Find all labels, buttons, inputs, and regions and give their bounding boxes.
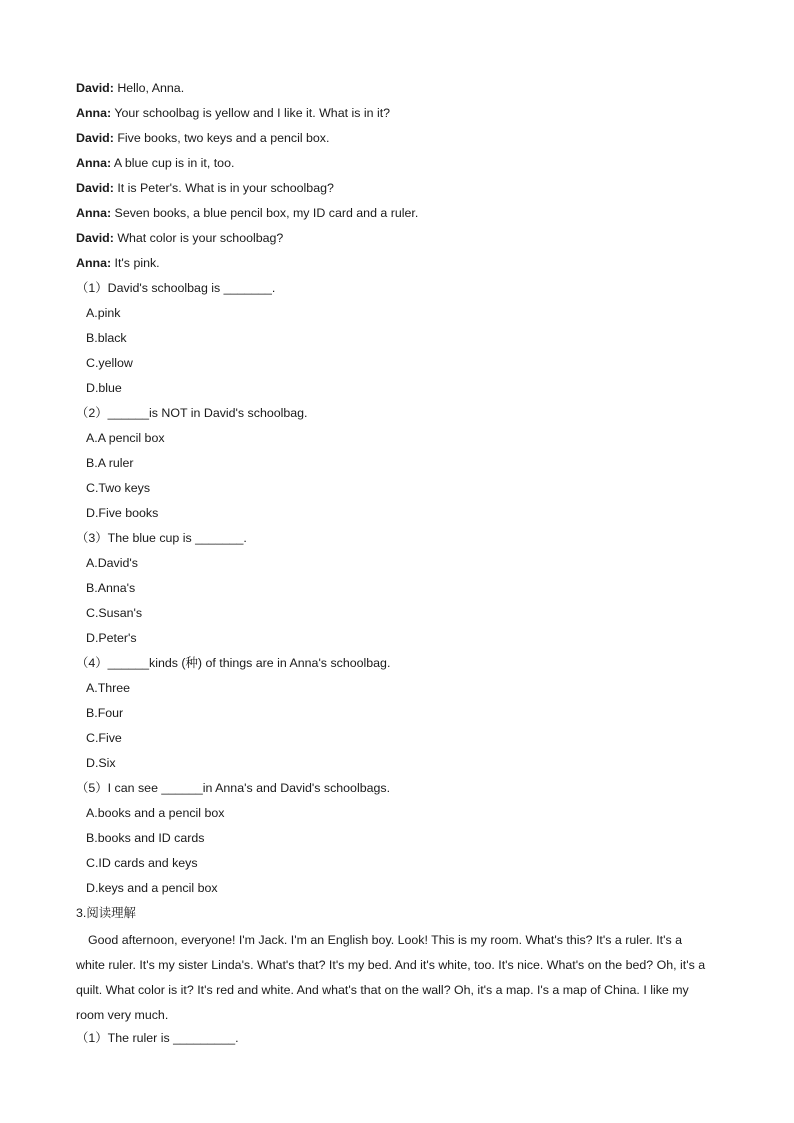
dialogue-text: Five books, two keys and a pencil box. <box>113 131 330 145</box>
answer-option: C.Five <box>86 731 122 745</box>
answer-option: B.black <box>86 331 127 345</box>
dialogue-line <box>76 103 716 128</box>
dialogue-line <box>76 153 716 178</box>
answer-option: A.A pencil box <box>86 431 165 445</box>
speaker-name: Anna: <box>76 256 112 270</box>
answer-option: A.David's <box>86 556 138 570</box>
answer-option: D.keys and a pencil box <box>86 881 218 895</box>
document-content <box>76 78 716 1053</box>
answer-option: D.Five books <box>86 506 159 520</box>
answer-option: D.Six <box>86 756 116 770</box>
question-stem: （1）The ruler is _________. <box>76 1031 239 1045</box>
question-stem: （2）______is NOT in David's schoolbag. <box>76 406 308 420</box>
section-heading: 3.阅读理解 <box>76 906 136 920</box>
dialogue-line <box>76 78 716 103</box>
answer-option: A.pink <box>86 306 121 320</box>
dialogue-text: What color is your schoolbag? <box>113 231 284 245</box>
speaker-name: David: <box>76 181 114 195</box>
reading-passage: Good afternoon, everyone! I'm Jack. I'm an English boy. Look! This is my room. What's this? It's a ruler. It's a white ruler. It's my sister Linda's. What's that? It's my bed. And it's white, too. It's nice. What's on the bed? Oh, it's a quilt. What color is it? It's red and white. And what's that on the wall? Oh, it's a map. I's a map of China. I like my room very much. <box>76 933 706 1022</box>
question-stem: （1）David's schoolbag is _______. <box>76 281 276 295</box>
dialogue-line <box>76 253 716 278</box>
answer-option: A.books and a pencil box <box>86 806 225 820</box>
answer-option: B.A ruler <box>86 456 134 470</box>
dialogue-text: Hello, Anna. <box>113 81 185 95</box>
answer-option: A.Three <box>86 681 131 695</box>
dialogue-text: It is Peter's. What is in your schoolbag? <box>113 181 334 195</box>
question-stem: （3）The blue cup is _______. <box>76 531 247 545</box>
speaker-name: Anna: <box>76 206 112 220</box>
dialogue-line <box>76 128 716 153</box>
dialogue-line <box>76 178 716 203</box>
answer-option: C.Susan's <box>86 606 143 620</box>
answer-option: B.Anna's <box>86 581 136 595</box>
answer-option: B.books and ID cards <box>86 831 205 845</box>
dialogue-line <box>76 203 716 228</box>
dialogue-text: A blue cup is in it, too. <box>111 156 235 170</box>
dialogue-text: Seven books, a blue pencil box, my ID card and a ruler. <box>111 206 419 220</box>
answer-option: D.Peter's <box>86 631 137 645</box>
question-stem: （4）______kinds (种) of things are in Anna's schoolbag. <box>76 656 391 670</box>
answer-option: D.blue <box>86 381 122 395</box>
answer-option: B.Four <box>86 706 124 720</box>
question-stem: （5）I can see ______in Anna's and David's schoolbags. <box>76 781 391 795</box>
speaker-name: David: <box>76 81 114 95</box>
speaker-name: Anna: <box>76 156 112 170</box>
dialogue-text: Your schoolbag is yellow and I like it. What is in it? <box>111 106 391 120</box>
answer-option: C.Two keys <box>86 481 151 495</box>
dialogue-text: It's pink. <box>111 256 160 270</box>
answer-option: C.ID cards and keys <box>86 856 198 870</box>
answer-option: C.yellow <box>86 356 133 370</box>
speaker-name: Anna: <box>76 106 112 120</box>
dialogue-line <box>76 228 716 253</box>
speaker-name: David: <box>76 131 114 145</box>
speaker-name: David: <box>76 231 114 245</box>
